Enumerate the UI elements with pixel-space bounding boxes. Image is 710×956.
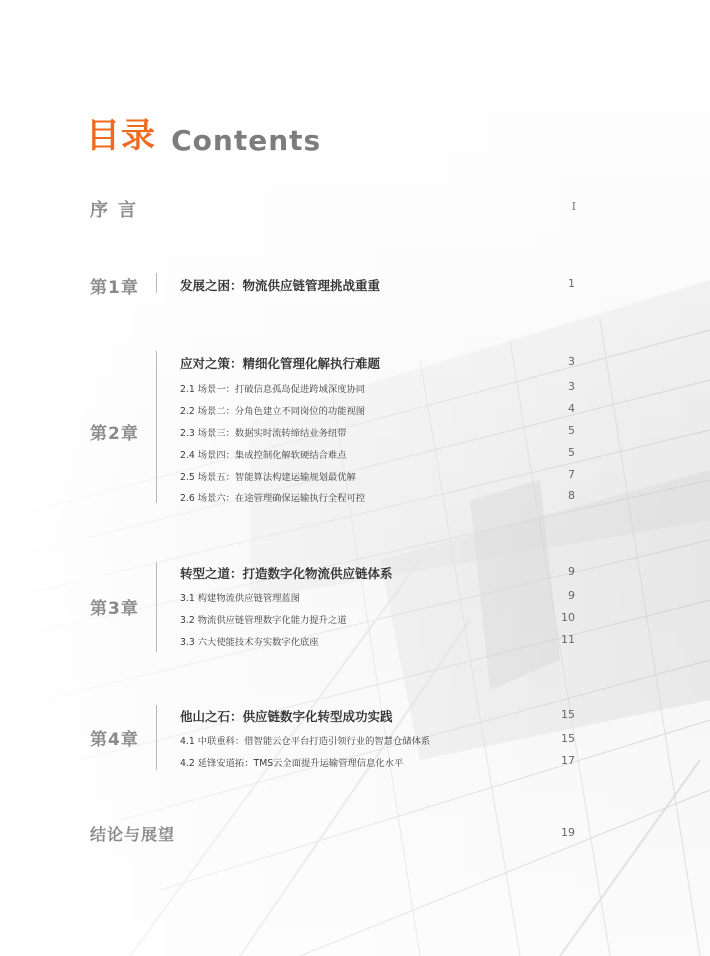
section-2-3[interactable]: 2.3 场景三：数据实时流转缔结业务纽带 xyxy=(180,428,347,439)
chapter-1-page-number: 1 xyxy=(568,277,575,290)
conclusion-label[interactable]: 结论与展望 xyxy=(90,825,176,844)
section-2-1-page-number: 3 xyxy=(568,380,575,393)
section-4-2[interactable]: 4.2 延锋安道拓：TMS云全面提升运输管理信息化水平 xyxy=(180,758,404,769)
chapter-2-page-number: 3 xyxy=(568,355,575,368)
chapter-3-title[interactable]: 转型之道：打造数字化物流供应链体系 xyxy=(180,566,393,581)
chapter-2-label[interactable]: 第2章 xyxy=(90,424,139,444)
chapter-3-label[interactable]: 第3章 xyxy=(90,599,139,619)
section-2-1[interactable]: 2.1 场景一：打破信息孤岛促进跨域深度协同 xyxy=(180,384,366,395)
section-4-1-page-number: 15 xyxy=(561,732,575,745)
conclusion-page-number: 19 xyxy=(561,826,575,839)
toc-title-chinese: 目录 xyxy=(86,116,156,156)
chapter-2-divider xyxy=(156,351,157,503)
chapter-3-divider xyxy=(156,562,157,652)
chapter-3-page-number: 9 xyxy=(568,565,575,578)
section-2-2[interactable]: 2.2 场景二：分角色建立不同岗位的功能视图 xyxy=(180,406,366,417)
section-3-1[interactable]: 3.1 构建物流供应链管理蓝图 xyxy=(180,593,301,604)
section-3-2[interactable]: 3.2 物流供应链管理数字化能力提升之道 xyxy=(180,615,347,626)
section-3-3-page-number: 11 xyxy=(561,633,575,646)
section-2-2-page-number: 4 xyxy=(568,402,575,415)
section-2-6[interactable]: 2.6 场景六：在途管理确保运输执行全程可控 xyxy=(180,493,366,504)
section-2-5-page-number: 7 xyxy=(568,468,575,481)
section-3-2-page-number: 10 xyxy=(561,611,575,624)
section-4-2-page-number: 17 xyxy=(561,754,575,767)
chapter-4-title[interactable]: 他山之石：供应链数字化转型成功实践 xyxy=(180,709,393,724)
section-2-6-page-number: 8 xyxy=(568,489,575,502)
chapter-4-label[interactable]: 第4章 xyxy=(90,730,139,750)
chapter-2-title[interactable]: 应对之策：精细化管理化解执行难题 xyxy=(180,356,381,371)
chapter-1-label[interactable]: 第1章 xyxy=(90,278,139,298)
section-4-1[interactable]: 4.1 中联重科：借智能云仓平台打造引领行业的智慧仓储体系 xyxy=(180,736,431,747)
section-2-5[interactable]: 2.5 场景五：智能算法构建运输规划最优解 xyxy=(180,472,356,483)
section-2-4[interactable]: 2.4 场景四：集成控制化解软硬结合难点 xyxy=(180,450,347,461)
chapter-1-divider xyxy=(156,273,157,293)
chapter-4-divider xyxy=(156,705,157,770)
chapter-1-title[interactable]: 发展之困：物流供应链管理挑战重重 xyxy=(180,278,381,293)
section-2-3-page-number: 5 xyxy=(568,424,575,437)
section-3-3[interactable]: 3.3 六大使能技术夯实数字化底座 xyxy=(180,637,319,648)
toc-heading xyxy=(86,108,322,157)
chapter-4-page-number: 15 xyxy=(561,708,575,721)
preface-page-number: I xyxy=(571,200,576,213)
toc-title-english: Contents xyxy=(171,124,322,157)
preface-label[interactable]: 序言 xyxy=(90,200,146,221)
section-3-1-page-number: 9 xyxy=(568,589,575,602)
section-2-4-page-number: 5 xyxy=(568,446,575,459)
